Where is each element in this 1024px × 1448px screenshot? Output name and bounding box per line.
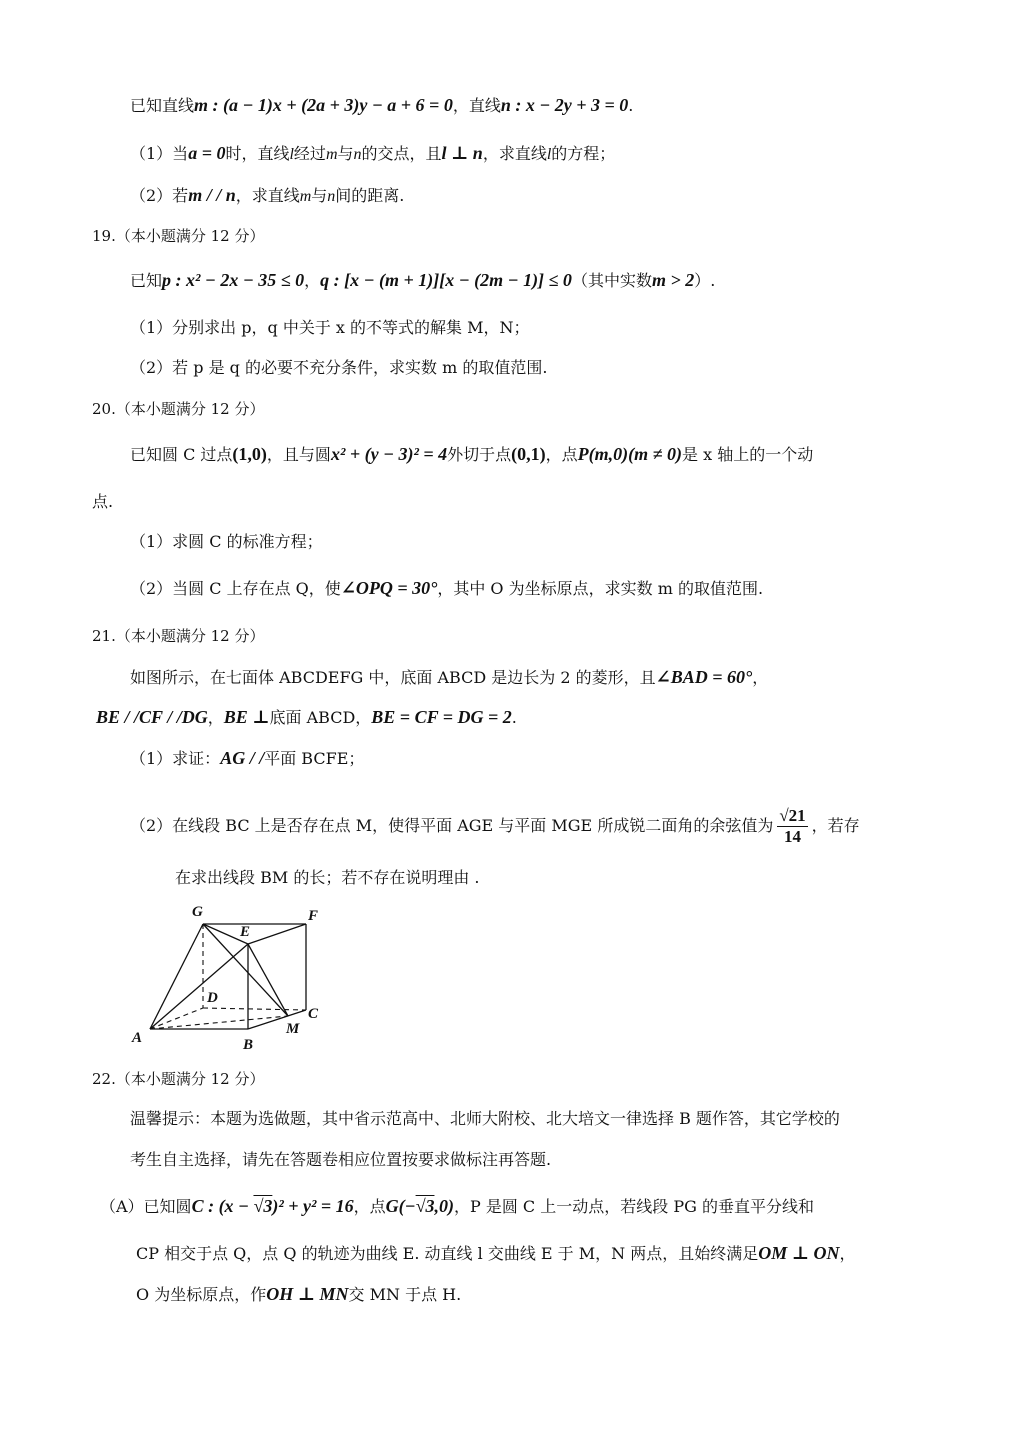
q19-part1: （1）分别求出 p，q 中关于 x 的不等式的解集 M，N； (130, 318, 530, 337)
q20-intro-wrap: 点. (92, 492, 114, 511)
line-m-equation: m : (a − 1)x + (2a + 3)y − a + 6 = 0 (194, 95, 453, 115)
q19-part2: （2）若 p 是 q 的必要不充分条件，求实数 m 的取值范围. (130, 358, 548, 377)
hidden-edges (150, 924, 306, 1029)
vertex-label-d: D (207, 990, 218, 1006)
q22-tip-line1: 温馨提示：本题为选做题，其中省示范高中、北师大附校、北大培文一律选择 B 题作答，其它学校的 (130, 1109, 840, 1128)
q18-part1: （1）当a = 0时，直线l经过m与n的交点，且l ⊥ n，求直线l的方程； (130, 143, 616, 163)
q22-part-a-line2: CP 相交于点 Q，点 Q 的轨迹为曲线 E. 动直线 l 交曲线 E 于 M，N 两点，且始终满足OM ⊥ ON， (136, 1243, 856, 1263)
q22-part-a-line3: O 为坐标原点，作OH ⊥ MN交 MN 于点 H. (136, 1284, 462, 1304)
vertex-label-m: M (286, 1021, 300, 1037)
p-inequality: p : x² − 2x − 35 ≤ 0 (162, 270, 305, 290)
q21-header: 21.（本小题满分 12 分） (92, 627, 265, 645)
q20-part2: （2）当圆 C 上存在点 Q，使∠OPQ = 30°，其中 O 为坐标原点，求实数 m 的取值范围. (130, 578, 764, 598)
cosine-fraction: $\frac{√21}{14}$ (779, 806, 806, 846)
q18-part2: （2）若m / / n，求直线m与n间的距离. (130, 185, 405, 205)
q22-part-a: （A）已知圆C : (x − √3)² + y² = 16，点G(−√3,0)，P 是圆 C 上一动点，若线段 PG 的垂直平分线和 (100, 1196, 814, 1216)
line-n-equation: n : x − 2y + 3 = 0 (500, 95, 629, 115)
q18-intro: 已知直线m : (a − 1)x + (2a + 3)y − a + 6 = 0，直线n : x − 2y + 3 = 0. (130, 95, 634, 115)
heptahedron-figure (128, 898, 334, 1056)
vertex-label-e: E (240, 924, 251, 940)
q22-header: 22.（本小题满分 12 分） (92, 1070, 265, 1088)
q21-intro: 如图所示，在七面体 ABCDEFG 中，底面 ABCD 是边长为 2 的菱形，且∠BAD = 60°， (130, 667, 769, 687)
vertex-label-c: C (308, 1006, 319, 1022)
solid-edges (150, 924, 306, 1029)
circle-equation: x² + (y − 3)² = 4 (330, 444, 448, 464)
q21-part1: （1）求证：AG / /平面 BCFE； (130, 748, 365, 768)
q20-intro: 已知圆 C 过点(1,0)，且与圆x² + (y − 3)² = 4外切于点(0,1)，点P(m,0)(m ≠ 0)是 x 轴上的一个动 (130, 444, 814, 464)
vertex-label-b: B (243, 1037, 254, 1053)
q21-conditions: BE / /CF / /DG，BE ⊥底面 ABCD，BE = CF = DG = 2. (96, 707, 517, 727)
q20-header: 20.（本小题满分 12 分） (92, 400, 265, 418)
q21-part2-wrap: 在求出线段 BM 的长；若不存在说明理由 . (175, 868, 480, 887)
q-inequality: q : [x − (m + 1)][x − (2m − 1)] ≤ 0 (320, 270, 572, 290)
vertex-label-a: A (132, 1030, 143, 1046)
q19-header: 19.（本小题满分 12 分） (92, 227, 265, 245)
q20-part1: （1）求圆 C 的标准方程； (130, 532, 323, 551)
vertex-label-f: F (308, 908, 319, 924)
vertex-label-g: G (192, 904, 203, 920)
q19-intro: 已知p : x² − 2x − 35 ≤ 0，q : [x − (m + 1)][x − (2m − 1)] ≤ 0（其中实数m > 2）. (130, 270, 716, 290)
q21-part2: （2）在线段 BC 上是否存在点 M，使得平面 AGE 与平面 MGE 所成锐二面角的余弦值为 $\frac{√21}{14}$ ，若存 (130, 806, 860, 846)
q22-tip-line2: 考生自主选择，请先在答题卷相应位置按要求做标注再答题. (130, 1150, 552, 1169)
